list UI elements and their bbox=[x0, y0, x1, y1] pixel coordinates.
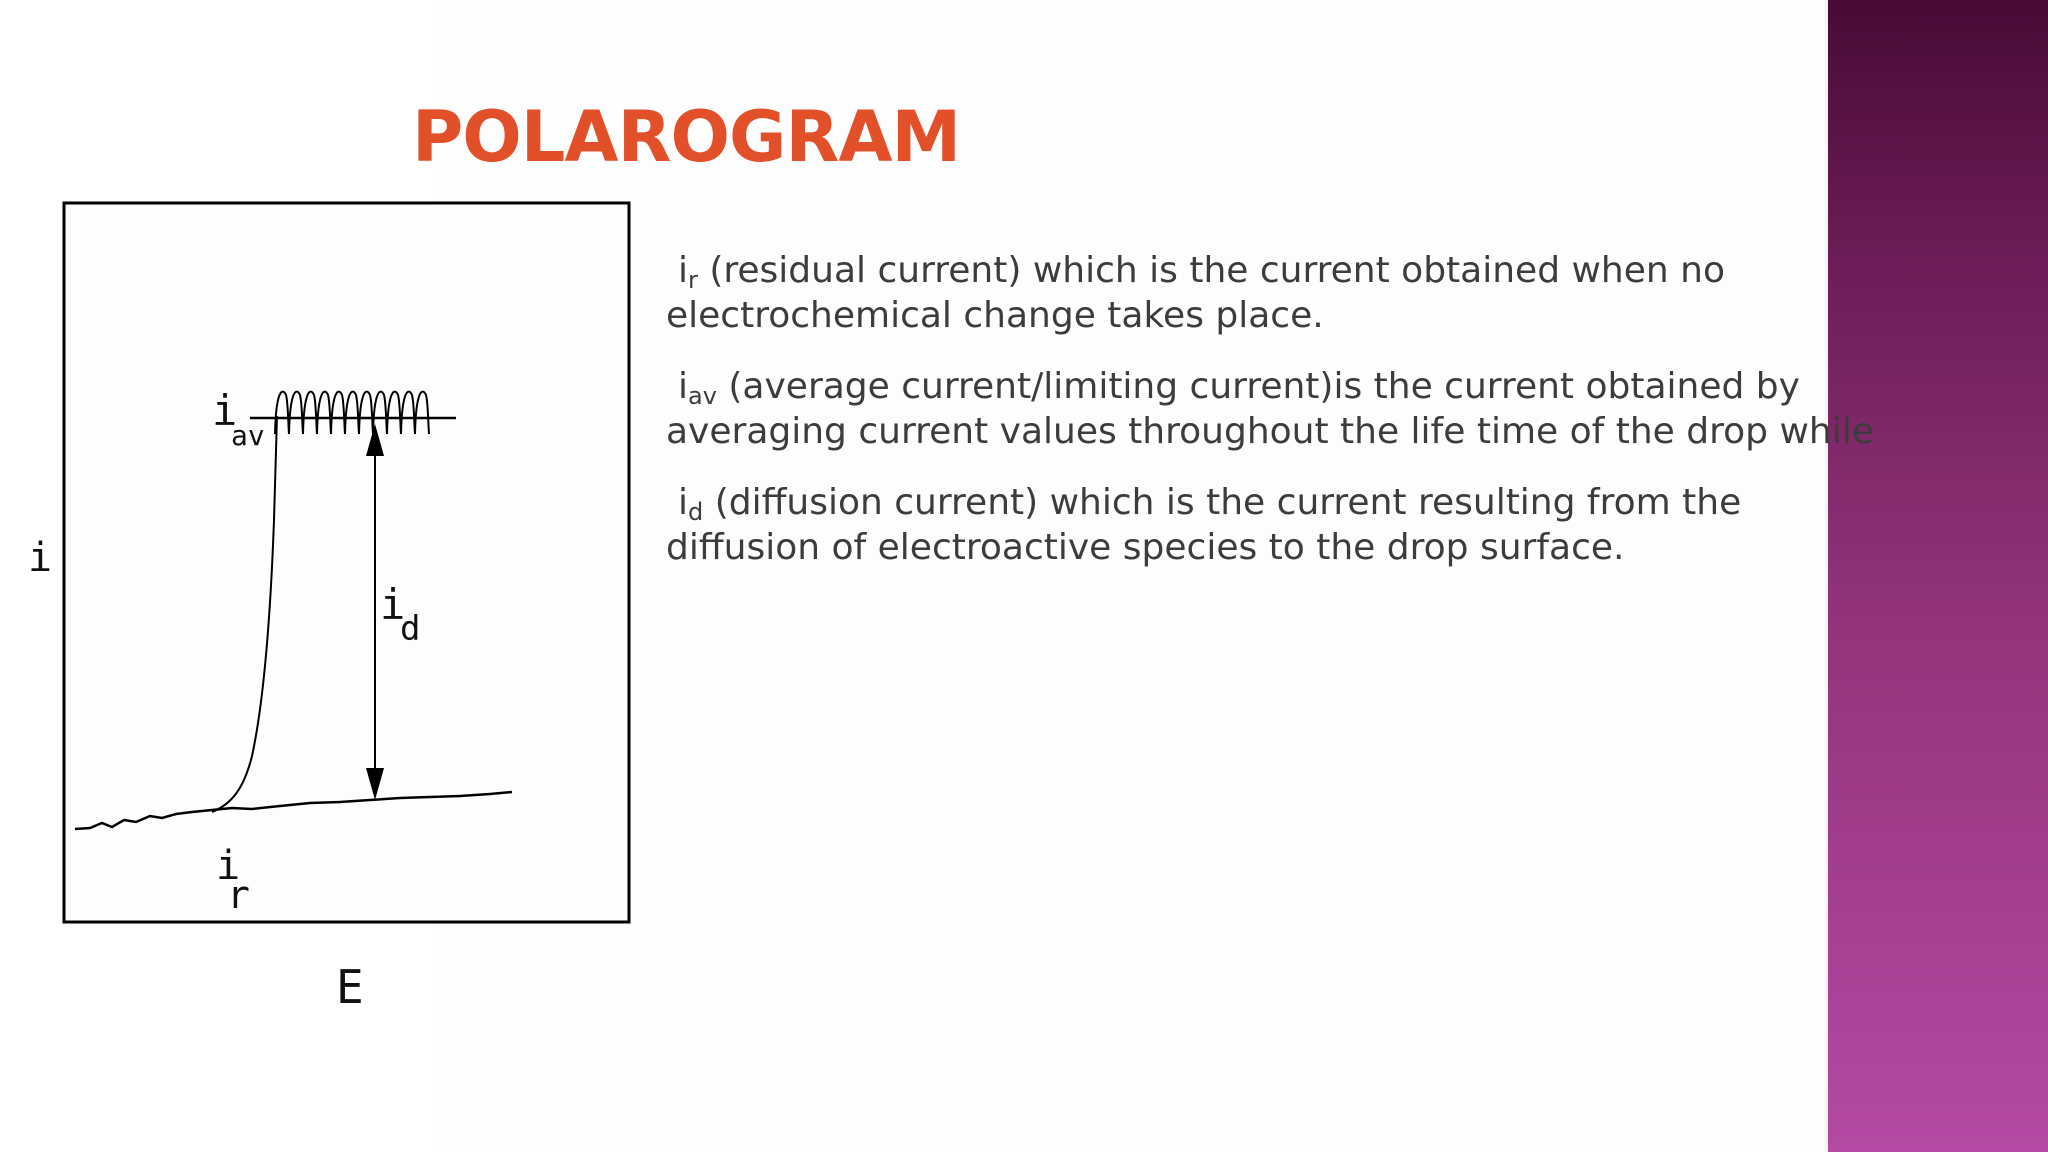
definitions-text bbox=[666, 248, 1874, 596]
iav-label: i bbox=[212, 386, 238, 435]
symbol-id: i bbox=[678, 482, 689, 523]
paragraph-average-current bbox=[666, 364, 1874, 454]
paragraph-line: averaging current values throughout the life time of the drop while bbox=[666, 411, 1874, 452]
ir-label: i bbox=[216, 843, 241, 889]
paragraph-diffusion-current bbox=[666, 480, 1826, 570]
id-label-subscript: d bbox=[400, 609, 421, 649]
polarogram-drawing bbox=[0, 190, 660, 1030]
diagram-frame bbox=[64, 203, 629, 922]
paragraph-line: (diffusion current) which is the current resulting from the bbox=[703, 482, 1742, 523]
paragraph-line: (residual current) which is the current obtained when no bbox=[697, 250, 1725, 291]
id-label: i bbox=[380, 580, 406, 629]
paragraph-residual-current bbox=[666, 248, 1826, 338]
decorative-side-band bbox=[1825, 0, 2048, 1152]
y-axis-label: i bbox=[28, 535, 53, 581]
paragraph-line: diffusion of electroactive species to the drop surface. bbox=[666, 527, 1625, 568]
slide-title: POLAROGRAM bbox=[412, 96, 961, 178]
symbol-ir: i bbox=[678, 250, 689, 291]
symbol-iav: i bbox=[678, 366, 689, 407]
ir-label-subscript: r bbox=[227, 873, 250, 917]
x-axis-label: E bbox=[336, 960, 364, 1014]
polarogram-diagram bbox=[0, 190, 660, 1030]
symbol-iav-subscript: av bbox=[688, 382, 717, 410]
symbol-ir-subscript: r bbox=[688, 266, 698, 294]
paragraph-line: (average current/limiting current)is the current obtained by bbox=[716, 366, 1800, 407]
iav-label-subscript: av bbox=[231, 419, 265, 452]
symbol-id-subscript: d bbox=[688, 498, 704, 526]
paragraph-line: electrochemical change takes place. bbox=[666, 295, 1324, 336]
